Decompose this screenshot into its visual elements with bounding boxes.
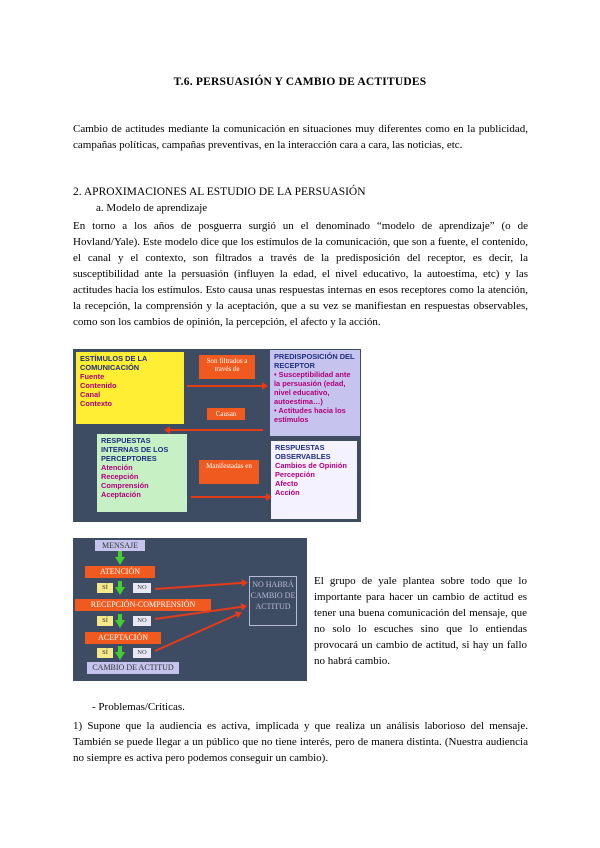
attitude-change-label: CAMBIO DE ACTITUD [87,662,179,674]
internal-item: Aceptación [101,490,141,499]
problems-heading: - Problemas/Críticas. [92,701,185,713]
subsection-heading: a. Modelo de aprendizaje [96,202,208,214]
yale-explanation: El grupo de yale plantea sobre todo que lo importante para hacer un cambio de actitud es tener una buena comunicación del mensaje, que no solo lo escuches sino que lo entiendas provocará un cambio de actitud, si hay un fallo no habrá cambio. [314,575,527,667]
predisposition-heading: PREDISPOSICIÓN DEL RECEPTOR [274,352,355,370]
observable-heading: RESPUESTAS OBSERVABLES [275,443,331,461]
observable-item: Cambios de Opinión [275,461,347,470]
arrow-icon [169,429,263,431]
arrow-down-icon [115,557,125,565]
yes-label: SÍ [97,616,113,626]
filtered-label: Son filtrados a través de [199,355,255,379]
stimuli-item: Contenido [80,381,117,390]
observable-responses-box [271,441,357,519]
observable-item: Percepción [275,470,315,479]
arrow-icon [155,582,243,590]
no-label: NO [133,583,151,593]
yes-label: SÍ [97,648,113,658]
internal-heading: RESPUESTAS INTERNAS DE LOS PERCEPTORES [101,436,169,463]
no-change-box: NO HABRÁ CAMBIO DE ACTITUD [249,576,297,626]
manifested-label: Manifestadas en [199,460,259,484]
internal-item: Comprensión [101,481,149,490]
acceptance-label: ACEPTACIÓN [85,632,161,644]
internal-responses-box [97,434,187,512]
arrow-down-icon [115,587,125,595]
observable-item: Afecto [275,479,298,488]
predisposition-item: • Susceptibilidad ante la persuasión (edad, nivel educativo, autoestima…) [274,370,351,406]
internal-item: Atención [101,463,133,472]
learning-model-diagram [73,349,361,522]
stimuli-item: Contexto [80,399,113,408]
yale-flow-diagram [73,538,307,681]
intro-paragraph: Cambio de actitudes mediante la comunicación en situaciones muy diferentes como en la publicidad, campañas políticas, campañas preventivas, en la interacción cara a cara, las noticias, etc. [73,123,528,151]
yes-label: SÍ [97,583,113,593]
reception-label: RECEPCIÓN-COMPRENSIÓN [75,599,211,611]
no-label: NO [133,616,151,626]
attention-label: ATENCIÓN [85,566,155,578]
no-label: NO [133,648,151,658]
arrow-down-icon [115,652,125,660]
stimuli-box [76,352,184,424]
internal-item: Recepción [101,472,139,481]
arrow-icon [155,613,238,651]
cause-label: Causan [207,408,245,420]
observable-item: Acción [275,488,300,497]
section-heading: 2. APROXIMACIONES AL ESTUDIO DE LA PERSUASIÓN [73,186,366,198]
critique-paragraph: 1) Supone que la audiencia es activa, implicada y que realiza un análisis laborioso del mensaje. También se puede llegar a un público que no tiene interés, pero de manera distinta. (Nuestra audiencia no siempre es activa pero podemos conseguir un cambio). [73,720,528,764]
stimuli-item: Canal [80,390,101,399]
arrow-down-icon [115,620,125,628]
arrow-icon [191,496,267,498]
predisposition-item: • Actitudes hacia los estímulos [274,406,346,424]
stimuli-heading: ESTÍMULOS DE LA COMUNICACIÓN [80,354,148,372]
page-title: T.6. PERSUASIÓN Y CAMBIO DE ACTITUDES [173,76,427,88]
predisposition-box [270,350,360,436]
arrow-icon [187,385,263,387]
stimuli-item: Fuente [80,372,105,381]
message-label: MENSAJE [95,540,145,551]
model-paragraph: En torno a los años de posguerra surgió un el denominado “modelo de aprendizaje” (o de Hovland/Yale). Este modelo dice que los estímulos de la comunicación, que son a fuente, el contenido, el canal y el contexto, son filtrados a través de la predisposición del receptor, es decir, la susceptibilidad ante la persuasión (influyen la edad, el nivel educativo, la autoestima, etc) y las actitudes hacia los estímulos. Esto causa unas respuestas internas en esos receptores como la atención, la recepción, la comprensión y la aceptación, que a su vez se manifiestan en respuestas observables, como son los cambios de opinión, la percepción, el afecto y la acción. [73,220,528,328]
